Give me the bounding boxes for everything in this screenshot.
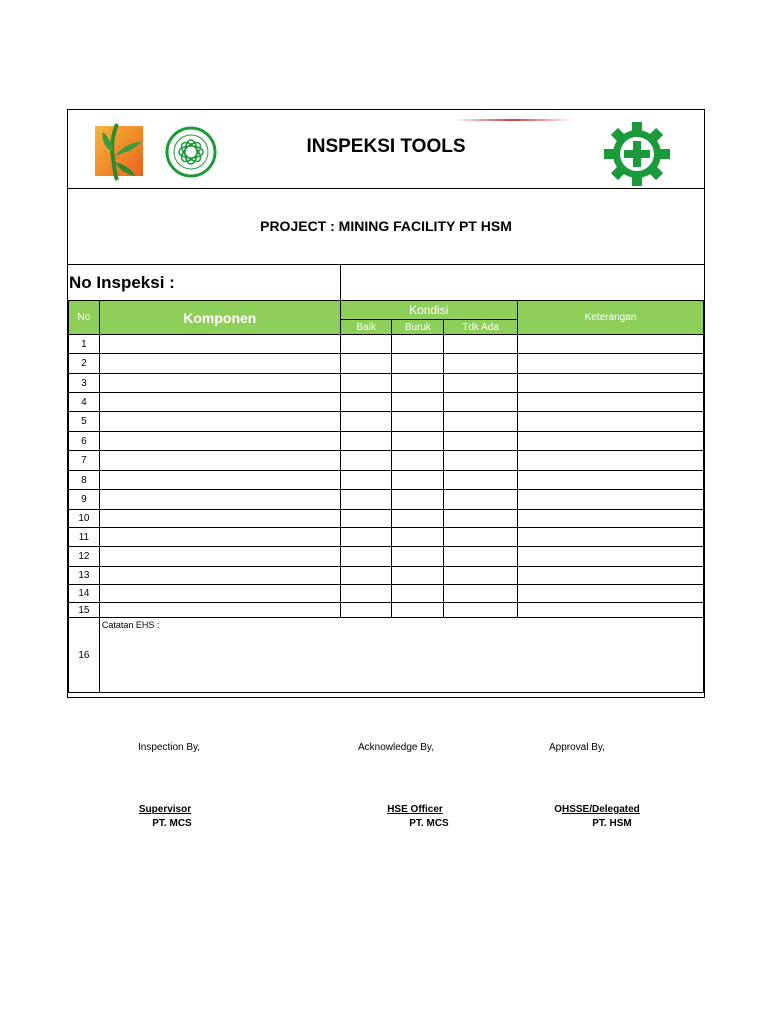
component-cell[interactable]	[99, 603, 340, 618]
decorative-line	[453, 119, 573, 121]
row-number: 9	[69, 490, 100, 510]
component-cell[interactable]	[99, 490, 340, 510]
ohsse-role	[547, 804, 647, 815]
component-cell[interactable]	[99, 567, 340, 585]
inspection-by-label: Inspection By,	[138, 742, 201, 753]
inspection-form	[67, 109, 705, 698]
remarks-cell[interactable]	[517, 412, 703, 432]
hse-company: PT. MCS	[409, 818, 449, 829]
inspection-table	[68, 300, 704, 693]
table-row	[69, 471, 704, 490]
bad-cell[interactable]	[392, 374, 444, 393]
safety-gear-cross-icon	[604, 122, 670, 186]
table-row	[69, 547, 704, 567]
none-cell[interactable]	[444, 603, 518, 618]
remarks-cell[interactable]	[517, 585, 703, 603]
approval-by-label: Approval By,	[549, 742, 605, 753]
good-cell[interactable]	[340, 567, 392, 585]
table-row	[69, 567, 704, 585]
good-cell[interactable]	[340, 335, 392, 354]
none-cell[interactable]	[444, 374, 518, 393]
row-number: 8	[69, 471, 100, 490]
remarks-cell[interactable]	[517, 510, 703, 528]
col-no-header: No	[69, 301, 100, 335]
none-cell[interactable]	[444, 490, 518, 510]
sub-bad-header: Buruk	[392, 320, 444, 335]
table-row	[69, 374, 704, 393]
component-cell[interactable]	[99, 354, 340, 374]
bad-cell[interactable]	[392, 567, 444, 585]
bad-cell[interactable]	[392, 432, 444, 451]
remarks-cell[interactable]	[517, 490, 703, 510]
none-cell[interactable]	[444, 471, 518, 490]
sub-good-header: Baik	[340, 320, 392, 335]
table-row	[69, 335, 704, 354]
inspection-number-field[interactable]	[341, 265, 704, 300]
none-cell[interactable]	[444, 585, 518, 603]
notes-label: Catatan EHS :	[101, 620, 160, 630]
row-number: 15	[69, 603, 100, 618]
col-remarks-header: Keterangan	[517, 301, 703, 335]
bad-cell[interactable]	[392, 585, 444, 603]
component-cell[interactable]	[99, 510, 340, 528]
none-cell[interactable]	[444, 528, 518, 547]
table-row	[69, 585, 704, 603]
component-cell[interactable]	[99, 451, 340, 471]
none-cell[interactable]	[444, 393, 518, 412]
component-cell[interactable]	[99, 374, 340, 393]
table-row	[69, 432, 704, 451]
component-cell[interactable]	[99, 547, 340, 567]
none-cell[interactable]	[444, 354, 518, 374]
table-row	[69, 451, 704, 471]
none-cell[interactable]	[444, 412, 518, 432]
table-row	[69, 510, 704, 528]
ohsse-company: PT. HSM	[592, 818, 632, 829]
good-cell[interactable]	[340, 603, 392, 618]
row-number: 14	[69, 585, 100, 603]
row-number: 11	[69, 528, 100, 547]
table-row	[69, 412, 704, 432]
good-cell[interactable]	[340, 412, 392, 432]
row-number: 2	[69, 354, 100, 374]
bad-cell[interactable]	[392, 412, 444, 432]
bad-cell[interactable]	[392, 547, 444, 567]
none-cell[interactable]	[444, 510, 518, 528]
acknowledge-by-label: Acknowledge By,	[358, 742, 434, 753]
inspection-number-label-cell	[68, 265, 341, 300]
good-cell[interactable]	[340, 490, 392, 510]
sub-none-header: Tdk Ada	[444, 320, 518, 335]
good-cell[interactable]	[340, 432, 392, 451]
remarks-cell[interactable]	[517, 603, 703, 618]
row-number: 12	[69, 547, 100, 567]
row-number: 6	[69, 432, 100, 451]
remarks-cell[interactable]	[517, 451, 703, 471]
inspection-number-label: No Inspeksi :	[69, 273, 175, 292]
supervisor-role: Supervisor	[138, 804, 192, 815]
good-cell[interactable]	[340, 393, 392, 412]
remarks-cell[interactable]	[517, 547, 703, 567]
good-cell[interactable]	[340, 354, 392, 374]
remarks-cell[interactable]	[517, 432, 703, 451]
component-cell[interactable]	[99, 471, 340, 490]
row-number: 1	[69, 335, 100, 354]
notes-row-number: 16	[69, 618, 100, 693]
good-cell[interactable]	[340, 471, 392, 490]
col-component-header: Komponen	[99, 301, 340, 335]
row-number: 4	[69, 393, 100, 412]
hse-role: HSE Officer	[387, 804, 443, 815]
form-header	[68, 110, 704, 189]
remarks-cell[interactable]	[517, 354, 703, 374]
bad-cell[interactable]	[392, 528, 444, 547]
table-row	[69, 528, 704, 547]
good-cell[interactable]	[340, 585, 392, 603]
bad-cell[interactable]	[392, 451, 444, 471]
remarks-cell[interactable]	[517, 528, 703, 547]
ohsse-role-prefix: O	[554, 804, 562, 815]
notes-cell[interactable]	[99, 618, 703, 693]
bad-cell[interactable]	[392, 393, 444, 412]
remarks-cell[interactable]	[517, 335, 703, 354]
bad-cell[interactable]	[392, 510, 444, 528]
row-number: 13	[69, 567, 100, 585]
table-row	[69, 393, 704, 412]
none-cell[interactable]	[444, 567, 518, 585]
supervisor-company: PT. MCS	[152, 818, 192, 829]
good-cell[interactable]	[340, 528, 392, 547]
component-cell[interactable]	[99, 432, 340, 451]
remarks-cell[interactable]	[517, 567, 703, 585]
row-number: 7	[69, 451, 100, 471]
none-cell[interactable]	[444, 432, 518, 451]
component-cell[interactable]	[99, 412, 340, 432]
project-section	[68, 188, 704, 265]
row-number: 3	[69, 374, 100, 393]
col-condition-header: Kondisi	[340, 301, 517, 320]
bad-cell[interactable]	[392, 603, 444, 618]
remarks-cell[interactable]	[517, 374, 703, 393]
component-cell[interactable]	[99, 528, 340, 547]
bad-cell[interactable]	[392, 471, 444, 490]
table-row	[69, 603, 704, 618]
row-number: 10	[69, 510, 100, 528]
row-number: 5	[69, 412, 100, 432]
ohsse-role-rest: HSSE/Delegated	[561, 804, 640, 815]
good-cell[interactable]	[340, 510, 392, 528]
good-cell[interactable]	[340, 451, 392, 471]
bad-cell[interactable]	[392, 335, 444, 354]
remarks-cell[interactable]	[517, 471, 703, 490]
component-cell[interactable]	[99, 335, 340, 354]
remarks-cell[interactable]	[517, 393, 703, 412]
none-cell[interactable]	[444, 547, 518, 567]
bad-cell[interactable]	[392, 354, 444, 374]
table-row	[69, 354, 704, 374]
component-cell[interactable]	[99, 393, 340, 412]
form-title: INSPEKSI TOOLS	[306, 136, 466, 157]
good-cell[interactable]	[340, 374, 392, 393]
table-row	[69, 490, 704, 510]
good-cell[interactable]	[340, 547, 392, 567]
bad-cell[interactable]	[392, 490, 444, 510]
none-cell[interactable]	[444, 451, 518, 471]
none-cell[interactable]	[444, 335, 518, 354]
project-label: PROJECT : MINING FACILITY PT HSM	[260, 218, 512, 234]
component-cell[interactable]	[99, 585, 340, 603]
